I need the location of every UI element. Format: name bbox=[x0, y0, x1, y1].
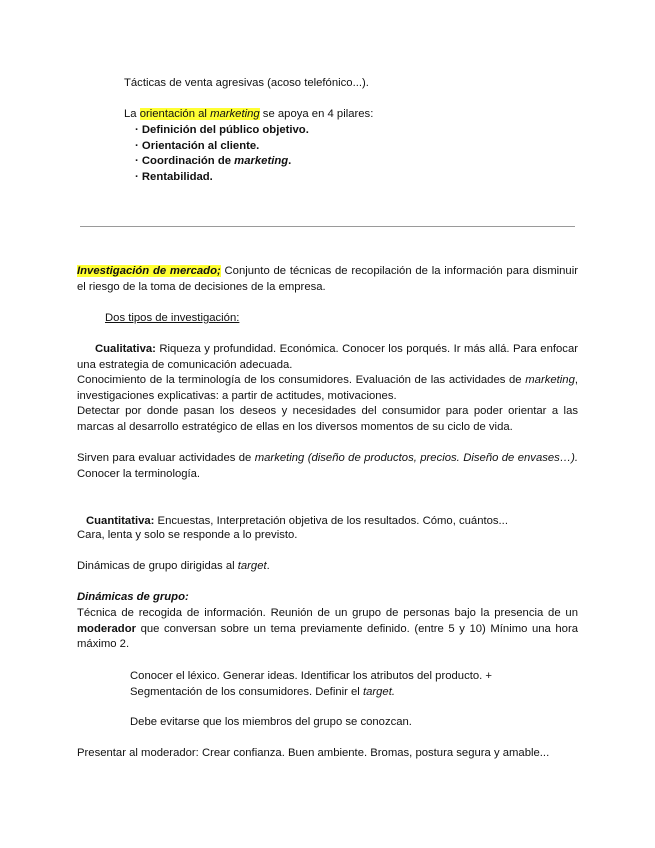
pilares-hl2: marketing bbox=[210, 108, 260, 120]
cualitativa-paragraph bbox=[77, 342, 578, 373]
bullet-item: · Orientación al cliente. bbox=[135, 140, 260, 152]
investigacion-paragraph bbox=[77, 264, 578, 295]
dinamicas-def-b: moderador bbox=[77, 622, 137, 635]
pilares-highlight bbox=[140, 108, 260, 120]
dinamicas-sub2: Debe evitarse que los miembros del grupo se conozcan. bbox=[130, 716, 412, 728]
dinamicas-def-a: Técnica de recogida de información. Reunión de un grupo de personas bajo la presencia de un bbox=[77, 607, 578, 619]
cualitativa-text1: Riqueza y profundidad. Económica. Conocer los porqués. Ir más allá. Para enfocar una estrategia de comunicación adecuada. bbox=[77, 343, 578, 371]
sirven-paragraph bbox=[77, 451, 578, 482]
bullet-text: · Coordinación de bbox=[135, 155, 235, 167]
dinamicas-line-b: target bbox=[237, 560, 267, 572]
pilares-pre: La bbox=[124, 108, 140, 120]
sirven-c: Conocer la terminología. bbox=[77, 467, 201, 480]
horizontal-divider bbox=[80, 226, 575, 227]
tacticas-line: Tácticas de venta agresivas (acoso telefónico...). bbox=[124, 77, 369, 89]
cuantitativa-text2: Cara, lenta y solo se responde a lo previsto. bbox=[77, 529, 298, 541]
dinamicas-def-c: que conversan sobre un tema previamente definido. (entre 5 y 10) Mínimo una hora máximo 2. bbox=[77, 622, 578, 650]
cuantitativa-text1: Encuestas, Interpretación objetiva de los resultados. Cómo, cuántos... bbox=[154, 515, 508, 527]
dinamicas-heading: Dinámicas de grupo: bbox=[77, 591, 189, 603]
dinamicas-sub1-a: Conocer el léxico. Generar ideas. Identificar los atributos del producto. + Segmentación de los consumidores. Definir el bbox=[130, 670, 493, 698]
cuantitativa-paragraph bbox=[77, 514, 578, 530]
dinamicas-sub1-b: target. bbox=[362, 685, 395, 698]
dinamicas-line-a: Dinámicas de grupo dirigidas al bbox=[77, 560, 238, 572]
sirven-b: marketing (diseño de productos, precios. Diseño de envases…). bbox=[254, 452, 579, 464]
bullet-item: · Definición del público objetivo. bbox=[135, 124, 309, 136]
dinamicas-target-line bbox=[77, 560, 270, 572]
detectar-paragraph: Detectar por donde pasan los deseos y necesidades del consumidor para poder orientar a las marcas al desarrollo estratégico de ellas en los diversos momentos de su ciclo de vida. bbox=[77, 405, 578, 433]
bullet-end: . bbox=[288, 155, 292, 167]
cualitativa-label: Cualitativa: bbox=[95, 343, 156, 355]
cuantitativa-label: Cuantitativa: bbox=[86, 515, 155, 527]
investigacion-term: Investigación de mercado; bbox=[77, 265, 221, 277]
pilares-intro bbox=[124, 108, 373, 120]
pilares-post: se apoya en 4 pilares: bbox=[259, 108, 374, 120]
bullet-item bbox=[135, 155, 291, 167]
sirven-a: Sirven para evaluar actividades de bbox=[77, 452, 255, 464]
conocimiento-c: , investigaciones explicativas: a partir de actitudes, motivaciones. bbox=[77, 374, 578, 402]
conocimiento-b: marketing bbox=[525, 374, 575, 386]
bullet-item: · Rentabilidad. bbox=[135, 171, 213, 183]
dinamicas-line-c: . bbox=[266, 560, 270, 572]
pilares-hl1: orientación al bbox=[139, 108, 211, 120]
bullet-italic: marketing bbox=[234, 155, 289, 167]
dinamicas-definition bbox=[77, 606, 578, 653]
conocimiento-a: Conocimiento de la terminología de los consumidores. Evaluación de las actividades de bbox=[77, 374, 526, 386]
conocimiento-paragraph bbox=[77, 373, 578, 404]
presentar-moderador-line: Presentar al moderador: Crear confianza. Buen ambiente. Bromas, postura segura y amable... bbox=[77, 747, 550, 759]
dinamicas-sub1 bbox=[130, 669, 530, 700]
dos-tipos-heading: Dos tipos de investigación: bbox=[105, 312, 240, 324]
investigacion-definition: Conjunto de técnicas de recopilación de la información para disminuir el riesgo de la toma de decisiones de la empresa. bbox=[77, 265, 578, 293]
